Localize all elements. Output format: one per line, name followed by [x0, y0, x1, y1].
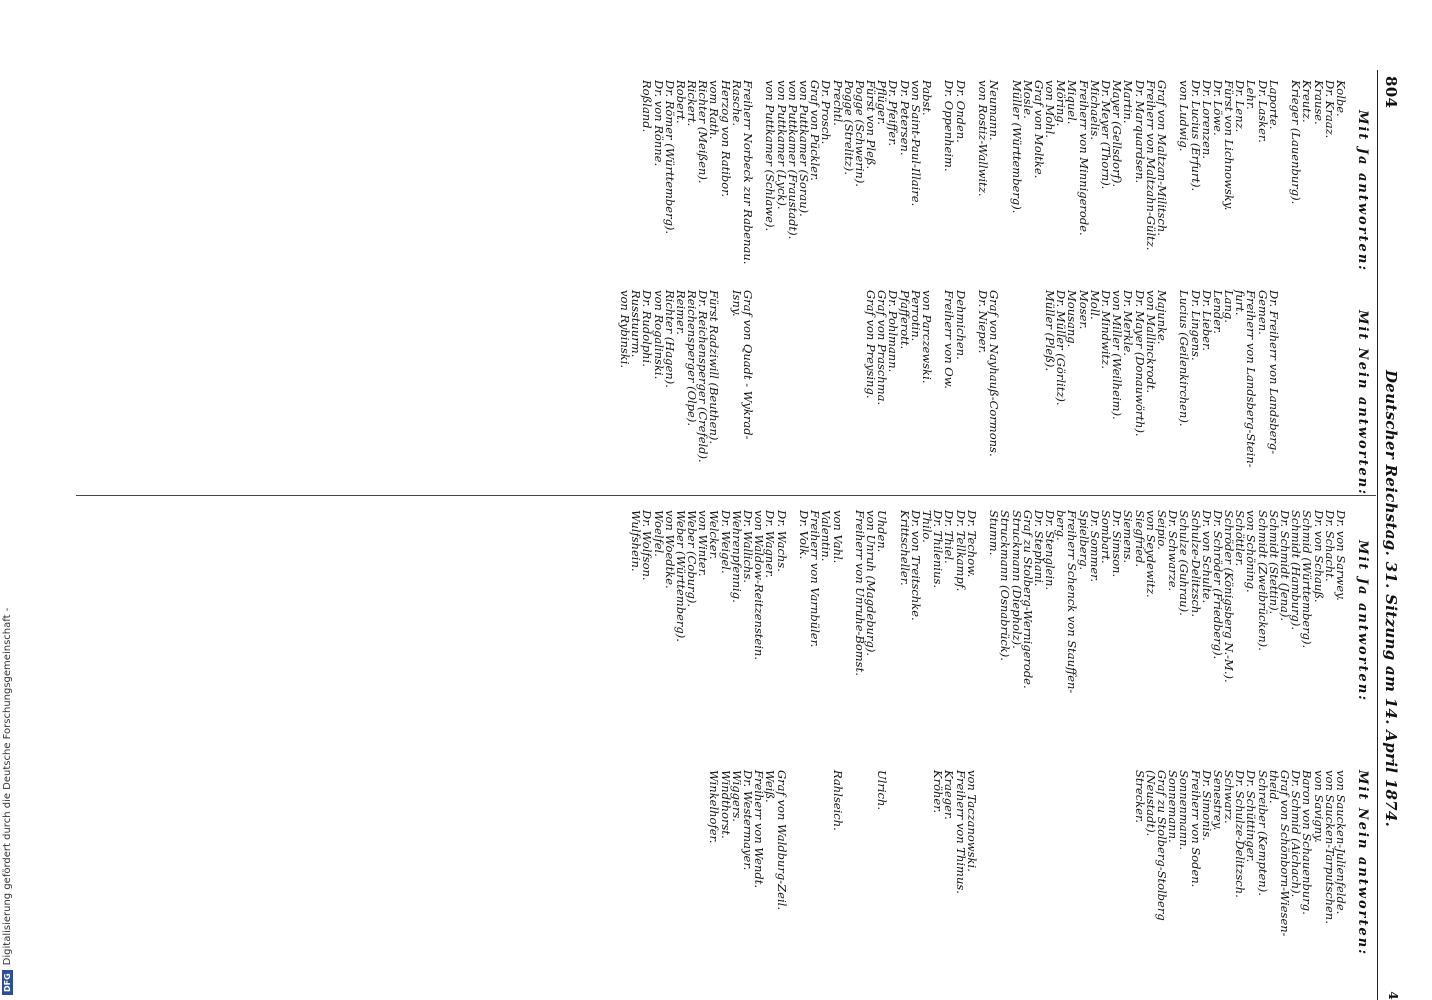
column-left-no [619, 290, 1346, 468]
member-name: Gemen. [1255, 290, 1270, 335]
member-name: Dr. Thilenius. [931, 510, 946, 589]
member-name: Dr. Lorenzen. [1199, 80, 1214, 159]
member-name: Richter (Meißen). [696, 80, 711, 184]
member-name: Pfafferott. [897, 290, 912, 350]
member-name: Senestrey. [1210, 770, 1225, 831]
member-name: Graf von Quadt - Wykrad- [741, 290, 756, 440]
member-name: Dr. Lucius (Erfurt). [1188, 80, 1203, 192]
member-name: Lucius (Geilenkirchen). [1177, 290, 1192, 427]
member-name: von Puttkamer (Schlawe). [763, 80, 778, 232]
member-name [1010, 290, 1021, 468]
rotated-document [70, 70, 1400, 1000]
member-name: von Parczewski. [920, 290, 935, 384]
member-name: Thilo. [920, 510, 935, 543]
member-name [720, 290, 731, 468]
member-name: Martin. [1121, 80, 1136, 124]
member-name: Dr. Reichensperger (Crefeld). [696, 290, 711, 463]
member-name: von Saint-Paul-Illaire. [908, 80, 923, 207]
member-name: Graf von Nayhauß-Cormons. [987, 290, 1002, 457]
member-name: Dr. Marquardsen. [1132, 80, 1147, 184]
member-name: Mayer (Gellsdorf). [1110, 80, 1125, 188]
member-name: von Rybinski. [618, 290, 632, 369]
member-name: Fürst von Pleß. [864, 80, 879, 170]
member-name: Reichensperger (Olpe). [685, 290, 700, 426]
member-name: Graf von Maltzan-Militsch. [1155, 80, 1169, 236]
member-name: Mousang. [1065, 290, 1080, 348]
member-name: Moser. [1076, 290, 1091, 330]
member-name: Schmidt (Zweibrücken). [1255, 510, 1270, 651]
member-name: Dr. Stenglein. [1043, 510, 1058, 591]
member-name [1312, 290, 1323, 468]
member-name [798, 290, 809, 468]
member-name: Freiherr Norbeck zur Rabenau. [741, 80, 756, 265]
member-name: Graf von Pückler. [808, 80, 823, 181]
member-name: Dr. Nieper. [976, 290, 990, 354]
member-name [910, 770, 921, 937]
member-name: Dr. Schwarze. [1166, 510, 1181, 592]
member-name: von Puttkamer (Fraustadt). [785, 80, 800, 240]
member-name: von Saucken-Tarputschen. [1322, 770, 1337, 924]
member-name: Dr. Sommer. [1087, 510, 1102, 583]
member-name: Dr. von Treitschke. [908, 510, 923, 621]
member-name: Miquel. [1065, 80, 1080, 125]
member-name [1022, 770, 1033, 937]
member-name: Schwarz. [1222, 770, 1237, 824]
member-name: Stumm. [987, 510, 1002, 556]
member-name: Laporte. [1266, 80, 1281, 130]
column-right-yes [630, 510, 1346, 693]
member-name: von Woedtke. [662, 510, 677, 589]
member-name: von Mohl. [1043, 80, 1058, 138]
member-name: (Neustadt). [1143, 770, 1158, 837]
member-name: Müller (Pleß). [1043, 290, 1058, 372]
member-name [843, 290, 854, 468]
member-name: Dr. Prosch. [819, 80, 834, 145]
member-name [999, 770, 1010, 937]
member-name: Pogge (Strelitz). [841, 80, 856, 175]
member-name: Dr. Onden. [953, 80, 968, 143]
member-name: Möring. [1054, 80, 1069, 127]
member-name [1033, 770, 1044, 937]
member-name [820, 770, 831, 937]
member-name [764, 290, 775, 468]
member-name: Fürst Radziwill (Beuthen). [707, 290, 722, 445]
member-name: Rasche. [729, 80, 744, 126]
member-name: Kraeger. [942, 770, 957, 820]
member-name: von Puttkamer (Sorau). [797, 80, 811, 217]
member-name: Schöttler. [1233, 510, 1248, 567]
member-name: Siegfried. [1132, 510, 1147, 567]
member-name: Lehr. [1244, 80, 1259, 110]
member-name: Dr. Oppenheim. [942, 80, 957, 172]
member-name: Dr. Weigel. [718, 510, 733, 574]
member-name: Reimer. [673, 290, 688, 335]
member-name: Winkelhofer. [707, 770, 722, 844]
member-name [775, 290, 786, 468]
member-name: Dr. Schacht. [1322, 510, 1337, 582]
member-name: Lender. [1210, 290, 1225, 334]
member-name [1022, 290, 1033, 468]
member-name: Dr. Rudolphi. [640, 290, 655, 367]
member-name: Dr. Lasker. [1255, 80, 1270, 143]
member-name: Graf von Preysing. [864, 290, 879, 399]
member-name [809, 290, 820, 468]
digitization-credit [2, 0, 13, 995]
member-name: Robert. [673, 80, 688, 124]
member-name: Neumann. [987, 80, 1002, 141]
member-name: Schreiber (Kempten). [1255, 770, 1270, 896]
member-name: Dr. Mindwitz. [1099, 290, 1114, 369]
member-name: Woelfel. [651, 510, 666, 557]
member-name: berg. [1054, 510, 1069, 541]
member-name: Dr. Wachs. [774, 510, 789, 572]
member-name: Schmidt (Stettin). [1266, 510, 1281, 615]
member-name: Michaelis. [1087, 80, 1102, 140]
member-name: Freiherr von Unruhe-Bomst. [852, 510, 867, 676]
member-name: Pogge (Schwerin). [852, 80, 867, 187]
page-number: 804 [1382, 76, 1400, 109]
member-name: von Saucken-Julienfelde. [1334, 770, 1348, 915]
member-name: Freiherr von Wendt. [752, 770, 767, 889]
dfg-logo: DFG [2, 970, 13, 995]
member-name: Freiherr von Minnigerode. [1076, 80, 1091, 236]
member-name: Wehrenpfennig. [729, 510, 744, 603]
member-name [1122, 770, 1133, 937]
member-name: Freiherr von Thimus. [953, 770, 968, 894]
member-name [1290, 290, 1301, 468]
member-name [1100, 770, 1111, 937]
member-name: Dr. Schröder (Friedberg). [1210, 510, 1225, 660]
member-name: Sonnemann. [1166, 770, 1181, 843]
member-name: Dr. von Schauß. [1311, 510, 1326, 603]
member-name: Dr. Pfeiffer. [886, 80, 901, 147]
member-name: Dr. Volk. [797, 510, 811, 560]
member-name: Dr. Wagner. [763, 510, 778, 578]
member-name: Krause. [1311, 80, 1326, 125]
member-name [1111, 770, 1122, 937]
member-name: Dr. von Sarwey. [1334, 510, 1348, 601]
member-name: Dr. Techow. [964, 510, 979, 578]
member-name: Freiherr von Landsberg-Stein- [1244, 290, 1259, 468]
member-name: Kröher. [931, 770, 946, 814]
member-name [1335, 290, 1346, 468]
column-head-no-left: Mit Nein antworten: [1355, 310, 1370, 497]
member-name: Schmidt (Hamburg). [1289, 510, 1304, 630]
member-name: Herzog von Ratibor. [718, 80, 733, 198]
member-name [1089, 770, 1100, 937]
member-name: Dr. Römer (Württemberg). [662, 80, 677, 235]
member-name: Dr. Merkle. [1121, 290, 1136, 356]
column-right-no [708, 770, 1346, 937]
member-name [820, 290, 831, 468]
member-name: Weber (Württemberg). [673, 510, 688, 642]
member-name: Graf zu Stolberg-Wernigerode. [1020, 510, 1035, 689]
member-name: Majunke. [1155, 290, 1169, 345]
member-name: Kreutz. [1300, 80, 1315, 123]
column-head-yes-right: Mit Ja antworten: [1355, 540, 1370, 703]
member-name: von Unruh (Magdeburg). [864, 510, 879, 656]
member-name: Siemens. [1121, 510, 1136, 564]
member-name: theid. [1266, 770, 1281, 804]
member-name: Roßland. [640, 80, 655, 133]
member-name: Krittscheller. [897, 510, 912, 586]
member-name: Pflüger. [875, 80, 890, 125]
member-name: Dr. Schmidt (Jena). [1278, 510, 1293, 622]
member-name: Graf von Moltke. [1031, 80, 1046, 179]
member-name: Dr. Lingens. [1188, 290, 1203, 361]
member-name: Dr. Müller (Görlitz). [1054, 290, 1069, 406]
member-name: Dr. Schmid (Aichach). [1289, 770, 1304, 898]
member-name: von Taczanowski. [964, 770, 979, 872]
member-name: Graf von Waldburg-Zeil. [774, 770, 789, 910]
member-name: Dr. Thiel. [942, 510, 957, 564]
member-name: Dr. Freiherr von Landsberg- [1266, 290, 1281, 455]
member-name: von Waldow-Reitzenstein. [752, 510, 767, 660]
member-name: Dr. von Schulte. [1199, 510, 1214, 604]
member-name: von Ludwig. [1177, 80, 1192, 152]
member-name: Dr. Wallichs. [741, 510, 756, 583]
member-name: Dr. Petersen. [897, 80, 912, 156]
member-name: Rahlseich. [830, 770, 845, 831]
member-name: Richter (Hagen). [662, 290, 677, 388]
member-name [1055, 770, 1066, 937]
member-name: Schröder (Königsberg N.-M.). [1222, 510, 1237, 683]
member-name: Valentin. [819, 510, 834, 562]
member-name: Dr. Tellkampf. [953, 510, 968, 592]
member-name: Wulfshein. [629, 510, 644, 572]
column-head-yes-left: Mit Ja antworten: [1355, 110, 1370, 273]
member-name [1301, 290, 1312, 468]
page-mark: 4 [1386, 991, 1400, 1000]
digitization-credit-text: Digitalisierung gefördert durch die Deutsche Forschungsgemeinschaft - [2, 607, 13, 966]
member-name: Russtuurm. [629, 290, 644, 358]
member-name: Weiß. [763, 770, 778, 803]
member-name: Graf von Schönborn-Wiesen- [1278, 770, 1293, 937]
member-name: Freiherr von Ow. [942, 290, 957, 389]
member-name: Seipio. [1155, 510, 1169, 550]
member-name: Dr. Wolfson. [640, 510, 655, 581]
member-name: Welcker. [707, 510, 722, 560]
member-name: Schmid (Württemberg). [1300, 510, 1315, 649]
member-name: Müller (Württemberg). [1009, 80, 1024, 214]
member-name [809, 770, 820, 937]
member-name [1324, 290, 1335, 468]
member-name: Schulze (Guhrau). [1177, 510, 1192, 616]
member-name: Perrotin. [908, 290, 923, 342]
member-name: Lang. [1222, 290, 1237, 323]
member-name: Dr. Lenz. [1233, 80, 1248, 133]
member-name: von Mallinckrodt. [1143, 290, 1158, 394]
member-name: Dr. Kraaz. [1322, 80, 1337, 139]
member-name: von Winter. [696, 510, 711, 577]
member-name: Fürst von Lichnowsky. [1222, 80, 1237, 211]
member-name: Freiherr von Varnbüler. [808, 510, 823, 648]
member-name [1010, 770, 1021, 937]
member-name: Rickert. [685, 80, 700, 127]
member-name: furt. [1233, 290, 1248, 316]
member-name: Spielberg. [1076, 510, 1091, 571]
member-name: Dehmichen. [953, 290, 968, 360]
member-name: Sombart. [1099, 510, 1114, 564]
member-name: von Savigny. [1311, 770, 1326, 843]
page-title: Deutscher Reichstag. 31. Sitzung am 14. April 1874. [1382, 370, 1400, 828]
member-name: Wiggers. [729, 770, 744, 822]
member-name: Uhden. [875, 510, 890, 553]
member-name: Krieger (Lauenburg). [1289, 80, 1304, 205]
member-name: Dr. Simson. [1110, 510, 1125, 578]
member-name: von Puttkamer (Lyck). [774, 80, 789, 210]
member-name: Dr. Lieber. [1199, 290, 1214, 351]
member-name: Dr. Simonis. [1199, 770, 1214, 841]
member-name [798, 770, 809, 937]
member-name: Ulrich. [875, 770, 890, 811]
member-name: von Rogalinski. [651, 290, 666, 380]
column-divider [76, 495, 1376, 496]
member-name: Graf zu Stolberg-Stolberg [1155, 770, 1169, 921]
member-name: Schulze-Delitzsch. [1188, 510, 1203, 618]
member-name: von Schöning. [1244, 510, 1259, 593]
member-name [988, 770, 999, 937]
member-name: Strecker. [1132, 770, 1147, 823]
column-left-yes [641, 80, 1346, 264]
member-name: Kolbe. [1334, 80, 1348, 117]
member-name: Prechtl. [830, 80, 845, 126]
header-rule [1377, 70, 1378, 1000]
member-name: Windthorst. [718, 770, 733, 839]
member-name: Weber (Coburg). [685, 510, 700, 607]
member-name: von Seydewitz. [1143, 510, 1158, 598]
member-name [831, 290, 842, 468]
member-name: Dr. Löwe. [1210, 80, 1225, 136]
member-name [899, 770, 910, 937]
member-name: Dr. Meyer (Thorn). [1099, 80, 1114, 190]
member-name [787, 290, 798, 468]
member-name: vom Rath. [707, 80, 722, 140]
member-name: Dr. Schulze-Delitzsch. [1233, 770, 1248, 898]
page-header [1378, 70, 1400, 1000]
column-head-no-right: Mit Nein antworten: [1355, 770, 1370, 957]
member-name: Freiherr Schenck von Stauffen- [1065, 510, 1080, 694]
member-name: Moll. [1087, 290, 1102, 320]
member-name: Freiherr von Soden. [1188, 770, 1203, 888]
member-name [854, 770, 865, 937]
member-name: Sonnenmann. [1177, 770, 1192, 851]
member-name: von Miller (Weilheim). [1110, 290, 1125, 420]
member-name [1066, 770, 1077, 937]
member-name: Freiherr von Maltzahn-Gültz. [1143, 80, 1158, 251]
member-name: Dr. Pohlmann. [886, 290, 901, 373]
member-name: von Vahl. [830, 510, 845, 564]
member-name: Struckmann (Osnabrück). [998, 510, 1013, 661]
member-name: Isny. [729, 290, 744, 317]
member-name: Struckmann (Diepholz). [1009, 510, 1024, 649]
member-name: Mosle. [1020, 80, 1035, 119]
member-name [1078, 770, 1089, 937]
member-name: Dr. Westermayer. [741, 770, 756, 871]
member-name [1044, 770, 1055, 937]
member-name: Dr. Mayer (Donauwörth). [1132, 290, 1147, 437]
member-name: von Rostiz-Wallwitz. [976, 80, 990, 197]
member-name: Pabst. [920, 80, 935, 116]
member-name: Baron von Schauenburg. [1300, 770, 1315, 915]
member-name: Dr. von Rönne. [651, 80, 666, 167]
member-name: Dr. Schüttinger. [1244, 770, 1259, 863]
member-name: Graf von Praschma. [875, 290, 890, 406]
member-name: Dr. Stephani. [1031, 510, 1046, 587]
